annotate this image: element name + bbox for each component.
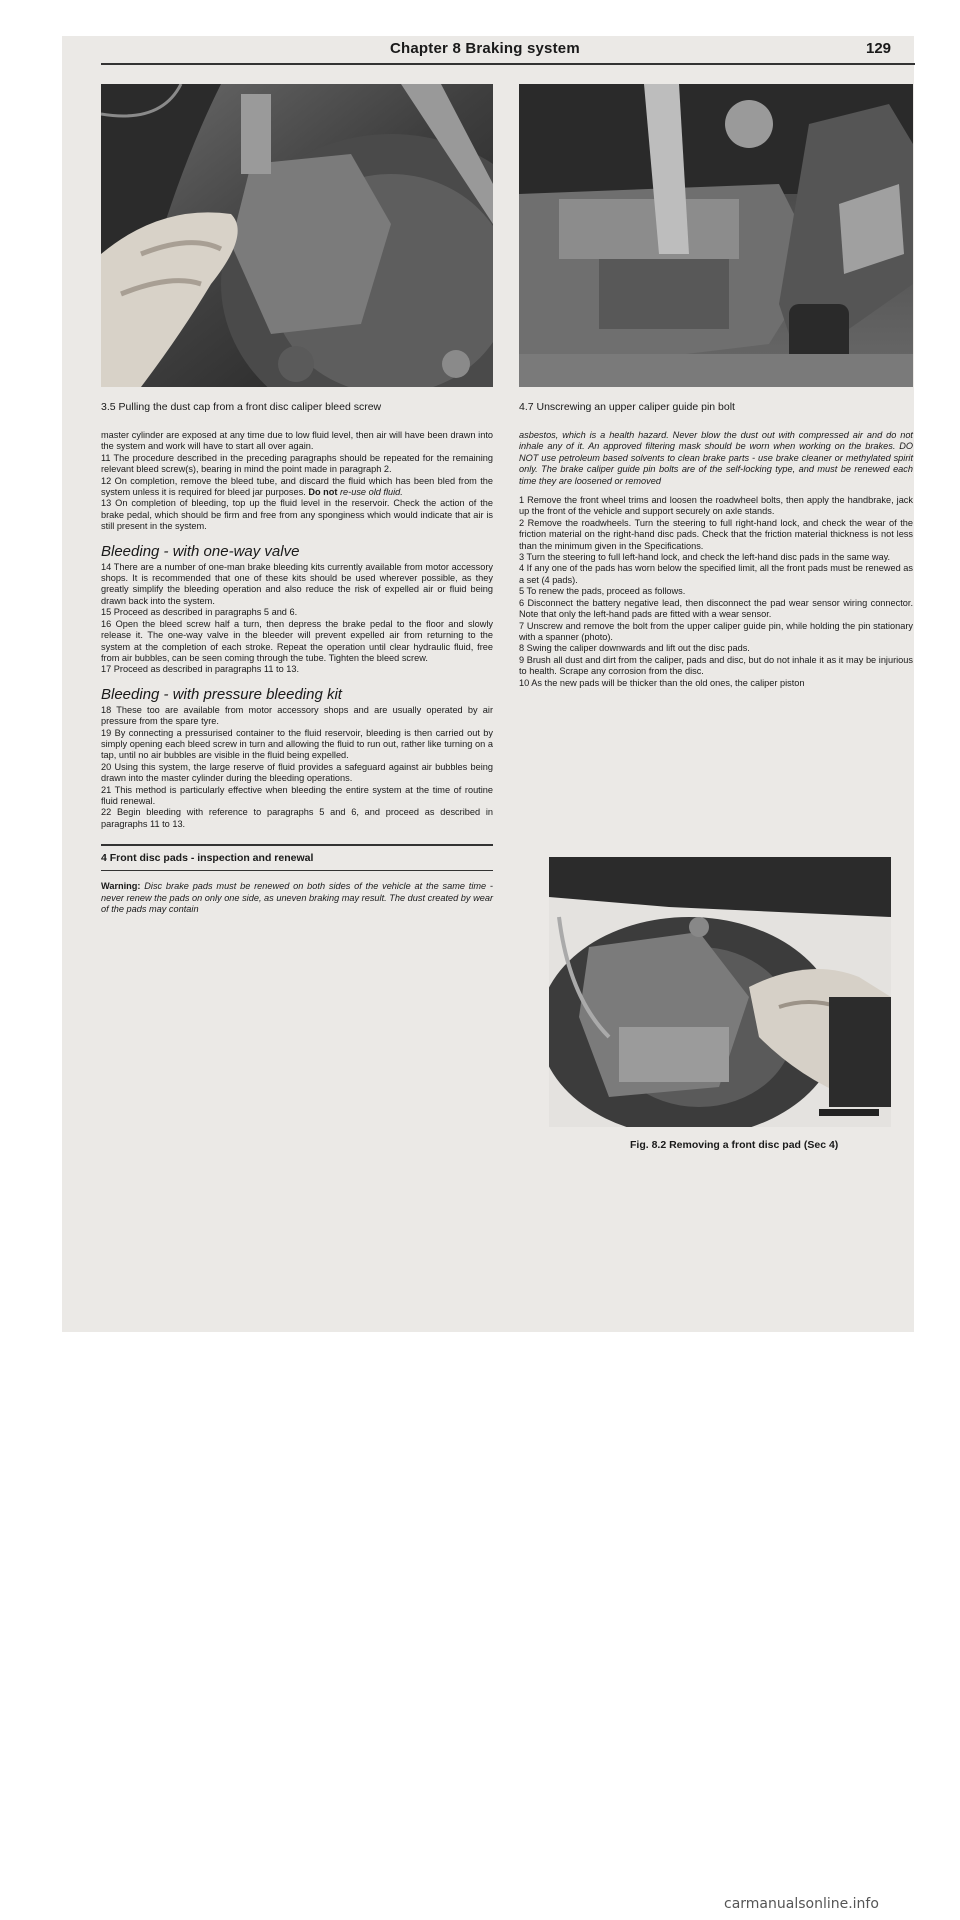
subheading-one-way-valve: Bleeding - with one-way valve xyxy=(101,542,300,560)
paragraph: master cylinder are exposed at any time due to low fluid level, then air will have been drawn into the system and work will have to start all over again. xyxy=(101,430,493,452)
paragraph: 1 Remove the front wheel trims and loosen the roadwheel bolts, then apply the handbrake, jack up the front of the vehicle and support securely on axle stands. xyxy=(519,495,913,517)
paragraph: 16 Open the bleed screw half a turn, then depress the brake pedal to the floor and slowly release it. The one-way valve in the bleeder will prevent expelled air from returning to the system at the completion of each stroke. Repeat the operation until clear hydraulic fluid, free from air bubbles, can be seen coming through the tube. Tighten the bleed screw. xyxy=(101,618,493,663)
paragraph: 2 Remove the roadwheels. Turn the steering to full right-hand lock, and check the wear of the friction material on the right-hand disc pads. Check that the friction material thickness is not less than the minimum given in the Specifications. xyxy=(519,517,913,551)
warning-continued: asbestos, which is a health hazard. Never blow the dust out with compressed air and do not inhale any of it. An approved filtering mask should be worn when working on the brakes. DO NOT use petroleum based solvents to clean brake parts - use brake cleaner or methylated spirit only. The brake caliper guide pin bolts are of the self-locking type, and must be renewed each time they are loosened or removed xyxy=(519,430,913,486)
paragraph: 13 On completion of bleeding, top up the fluid level in the reservoir. Check the action of the brake pedal, which should be firm and free from any sponginess which would indicate that air is still present in the system. xyxy=(101,498,493,532)
photo-guide-pin-bolt xyxy=(519,84,913,387)
paragraph: 3 Turn the steering to full left-hand lock, and check the left-hand disc pads in the same way. xyxy=(519,552,891,563)
page-number: 129 xyxy=(866,40,892,57)
subheading-pressure-kit: Bleeding - with pressure bleeding kit xyxy=(101,685,342,703)
paragraph: 15 Proceed as described in paragraphs 5 and 6. xyxy=(101,607,298,618)
photo-caption-3-5: 3.5 Pulling the dust cap from a front disc caliper bleed screw xyxy=(101,401,382,413)
header-rule xyxy=(101,63,915,65)
paragraph: 20 Using this system, the large reserve of fluid provides a safeguard against air bubbles being drawn into the master cylinder during the bleeding operations. xyxy=(101,761,493,784)
paragraph: 7 Unscrew and remove the bolt from the upper caliper guide pin, while holding the pin stationary with a spanner (photo). xyxy=(519,620,913,642)
paragraph: 22 Begin bleeding with reference to paragraphs 5 and 6, and proceed as described in paragraphs 11 to 13. xyxy=(101,807,493,829)
paragraph: 19 By connecting a pressurised container to the fluid reservoir, bleeding is then carried out by simply opening each bleed screw in turn and allowing the fluid to run out, rather like turning on a tap, until no air bubbles are visible in the fluid being expelled. xyxy=(101,727,493,761)
section-rule-bottom xyxy=(101,870,493,872)
section-rule-top xyxy=(101,844,493,846)
paragraph: 5 To renew the pads, proceed as follows. xyxy=(519,586,686,597)
watermark-text: carmanualsonline.info xyxy=(724,1896,879,1912)
paragraph: 6 Disconnect the battery negative lead, then disconnect the pad wear sensor wiring connector. Note that only the left-hand pads are fitted with a wear sensor. xyxy=(519,597,913,620)
paragraph: 10 As the new pads will be thicker than the old ones, the caliper piston xyxy=(519,677,805,688)
paragraph: 12 On completion, remove the bleed tube, and discard the fluid which has been bled from the system unless it is required for bleed jar purposes. Do not re-use old fluid. xyxy=(101,475,493,498)
warning-paragraph: Warning: Disc brake pads must be renewed on both sides of the vehicle at the same time - never renew the pads on only one side, as uneven braking may result. The dust created by wear of the pads may contain xyxy=(101,881,493,914)
paragraph: 4 If any one of the pads has worn below the specified limit, all the front pads must be renewed as a set (4 pads). xyxy=(519,563,913,585)
section-heading: 4 Front disc pads - inspection and renewal xyxy=(101,851,314,864)
paragraph: 18 These too are available from motor accessory shops and are usually operated by air pressure from the spare tyre. xyxy=(101,704,493,727)
paragraph: 9 Brush all dust and dirt from the caliper, pads and disc, but do not inhale it as it may be injurious to health. Scrape any corrosion from the disc. xyxy=(519,654,913,677)
paragraph: 21 This method is particularly effective when bleeding the entire system at the time of routine fluid renewal. xyxy=(101,784,493,806)
figure-removing-disc-pad xyxy=(549,857,891,1127)
paragraph: 17 Proceed as described in paragraphs 11 to 13. xyxy=(101,664,300,675)
page-title: Chapter 8 Braking system xyxy=(390,40,580,57)
right-text-column xyxy=(519,430,913,689)
paragraph: 14 There are a number of one-man brake bleeding kits currently available from motor accessory shops. It is recommended that one of these kits should be used wherever possible, as they greatly simplify the bleeding operation and also reduce the risk of expelled air or fluid being drawn back into the system. xyxy=(101,561,493,606)
photo-caption-4-7: 4.7 Unscrewing an upper caliper guide pin bolt xyxy=(519,401,735,413)
figure-caption: Fig. 8.2 Removing a front disc pad (Sec 4) xyxy=(630,1139,839,1151)
paragraph: 8 Swing the caliper downwards and lift out the disc pads. xyxy=(519,643,750,654)
left-text-column xyxy=(101,430,493,915)
paragraph: 11 The procedure described in the preceding paragraphs should be repeated for the remaining relevant bleed screw(s), bearing in mind the point made in paragraph 2. xyxy=(101,452,493,475)
photo-dust-cap xyxy=(101,84,493,387)
